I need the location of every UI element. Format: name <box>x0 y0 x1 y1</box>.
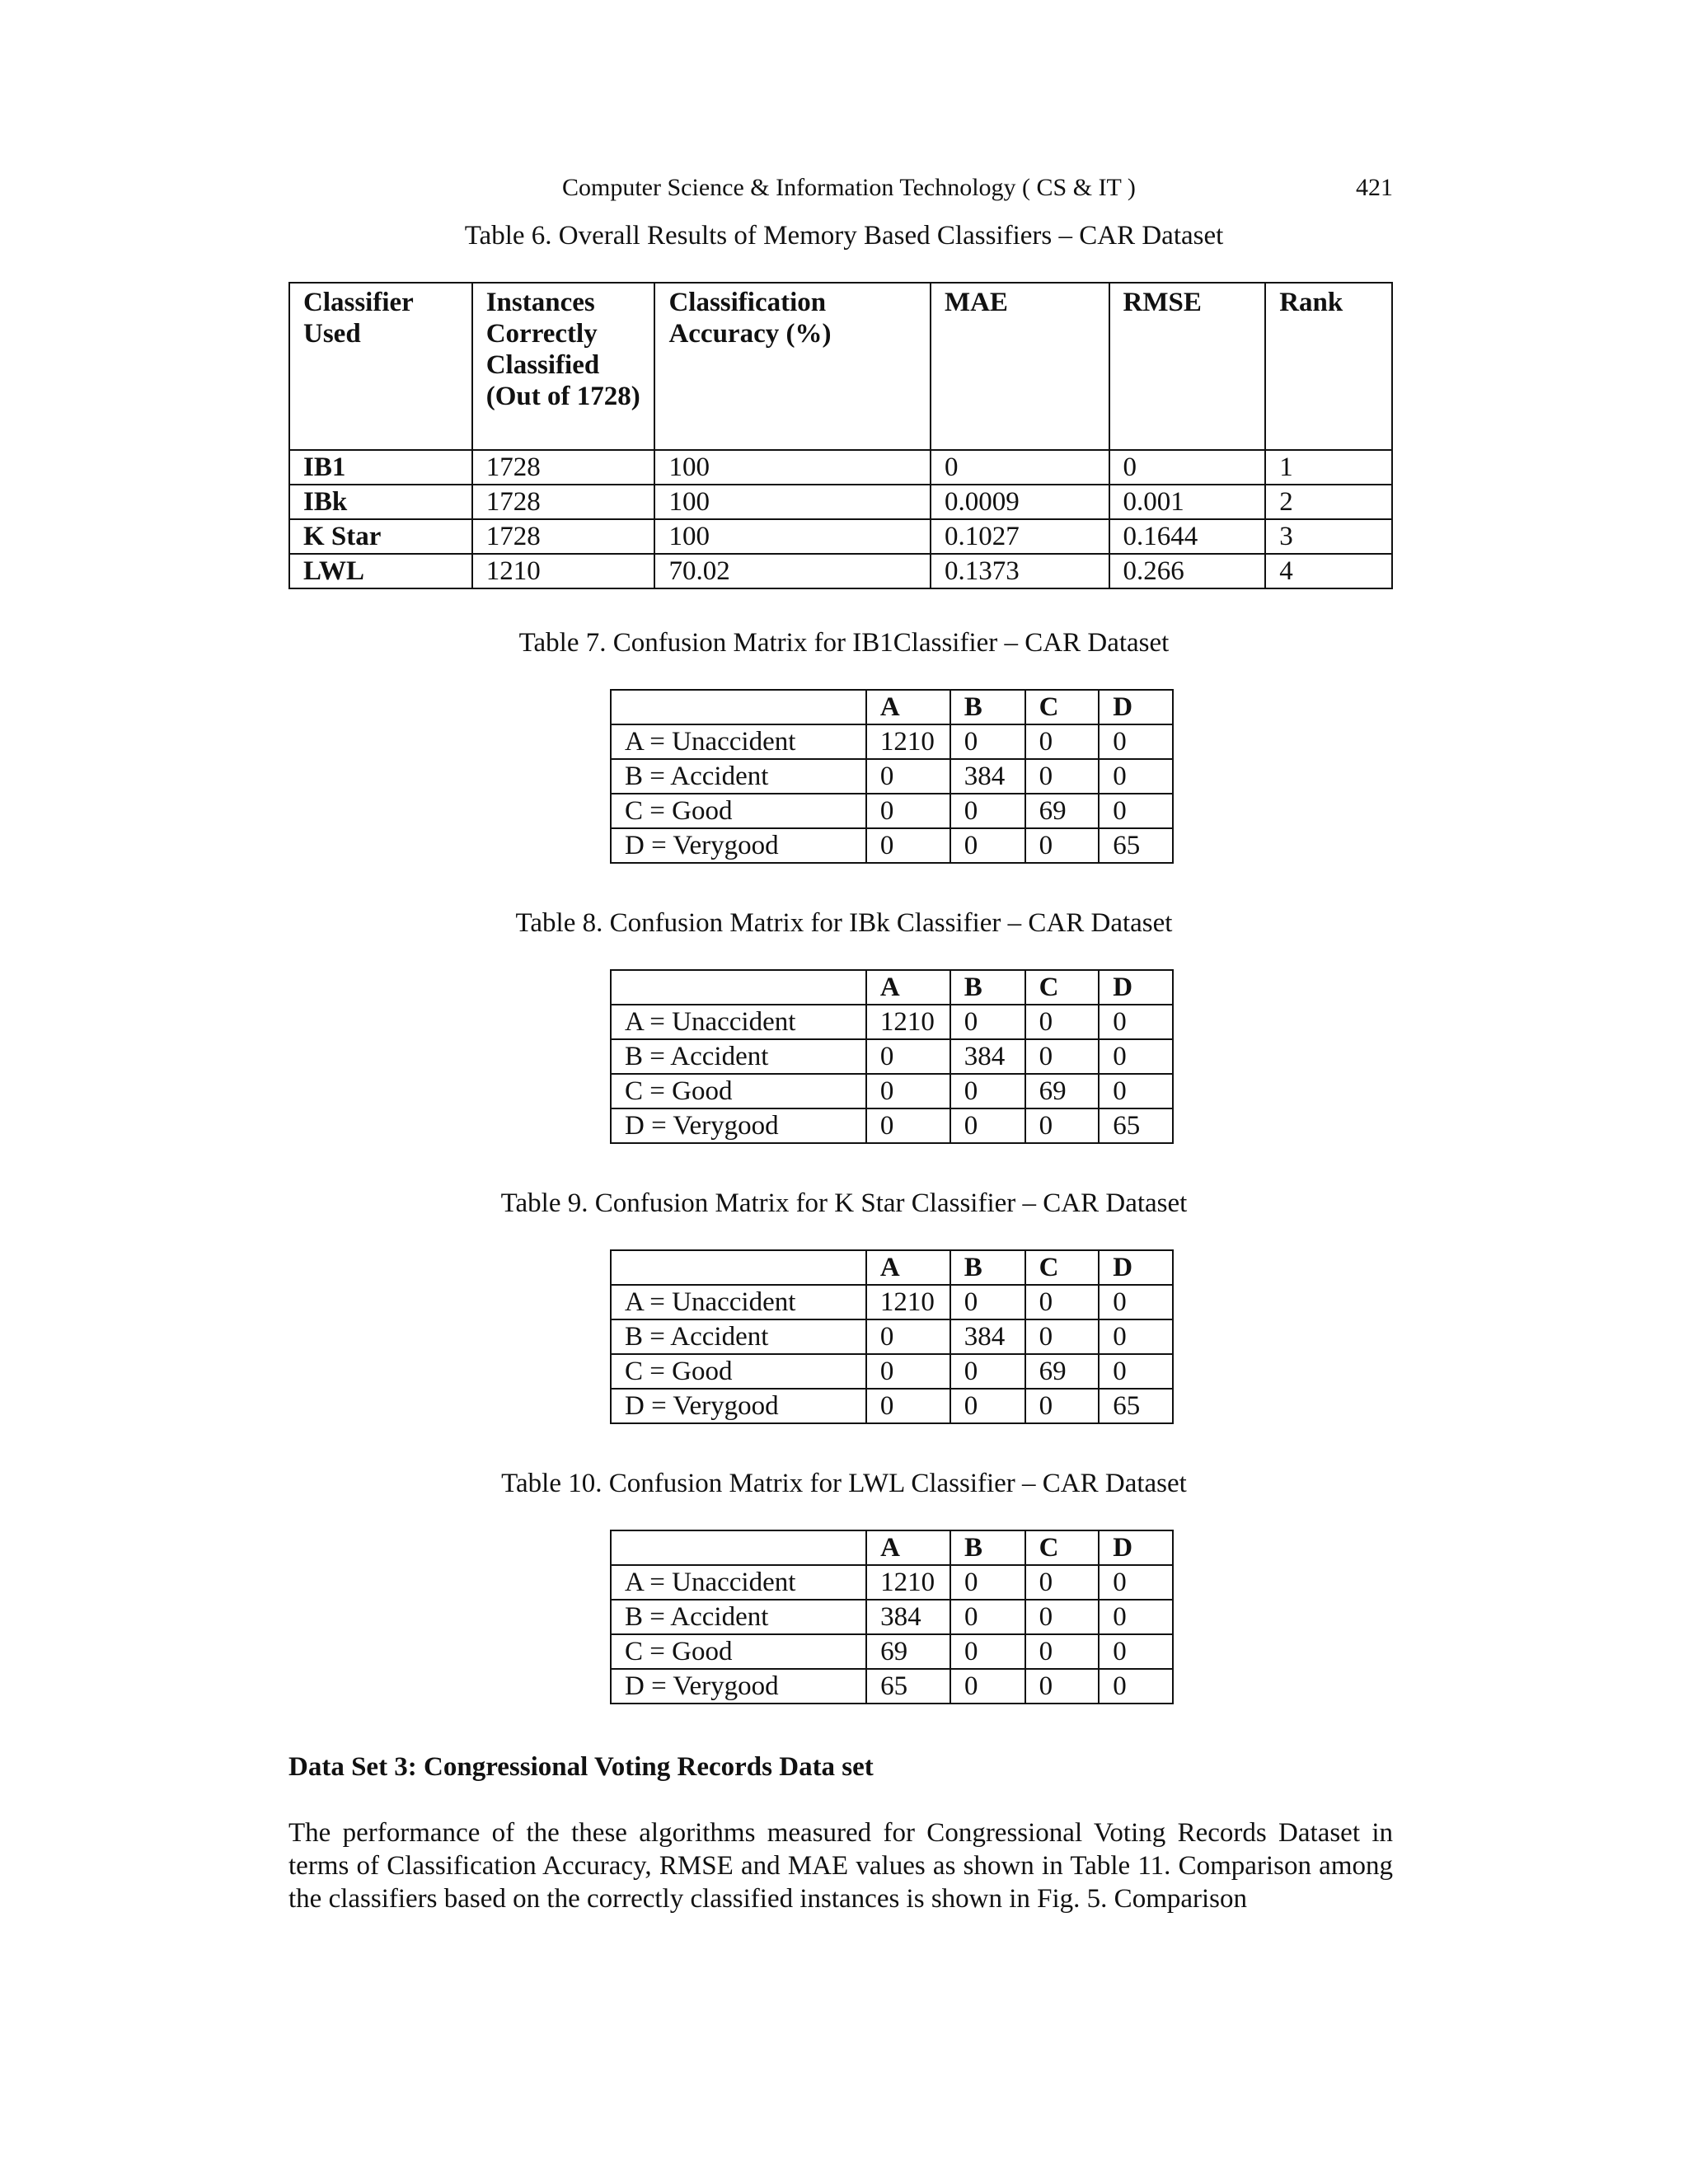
confusion-matrix-table-8 <box>610 969 1174 1144</box>
table-cell: 0.1644 <box>1109 519 1266 554</box>
classifier-name: K Star <box>289 519 472 554</box>
confusion-matrix-table-10 <box>610 1530 1174 1704</box>
table-cell: 0 <box>1099 1354 1173 1389</box>
table-cell: 0 <box>1025 1389 1100 1423</box>
journal-title: Computer Science & Information Technology ( CS & IT ) <box>562 174 1136 201</box>
header-cell: Classifier Used <box>289 283 472 450</box>
table-cell: 0 <box>1099 1074 1173 1108</box>
row-label: B = Accident <box>611 1319 866 1354</box>
header-cell: B <box>950 970 1025 1005</box>
table-cell: 0 <box>950 1285 1025 1319</box>
table-row <box>289 450 1392 485</box>
table6-caption: Table 6. Overall Results of Memory Based Classifiers – CAR Dataset <box>464 221 1224 251</box>
header-cell <box>611 690 866 724</box>
header-cell: D <box>1099 1530 1173 1565</box>
table-cell: 0 <box>866 794 950 828</box>
row-label: A = Unaccident <box>611 1005 866 1039</box>
header-cell: A <box>866 1250 950 1285</box>
table-cell: 100 <box>654 485 931 519</box>
row-label: C = Good <box>611 1354 866 1389</box>
table-cell: 65 <box>1099 1389 1173 1423</box>
table-header-row <box>611 690 1173 724</box>
table-cell: 1728 <box>472 485 655 519</box>
row-label: D = Verygood <box>611 1108 866 1143</box>
table-cell: 0 <box>1109 450 1266 485</box>
table9-caption: Table 9. Confusion Matrix for K Star Classifier – CAR Dataset <box>500 1188 1188 1218</box>
table-cell: 0.266 <box>1109 554 1266 588</box>
table-cell: 1210 <box>866 724 950 759</box>
table-row <box>611 1108 1173 1143</box>
row-label: D = Verygood <box>611 1389 866 1423</box>
table-cell: 0 <box>866 1354 950 1389</box>
table-row <box>611 1669 1173 1704</box>
table-cell: 69 <box>1025 1074 1100 1108</box>
table-cell: 0 <box>1099 724 1173 759</box>
table-cell: 0 <box>931 450 1109 485</box>
table-cell: 0 <box>1025 1005 1100 1039</box>
header-cell: A <box>866 970 950 1005</box>
table-cell: 384 <box>950 1039 1025 1074</box>
table-cell: 0 <box>950 1108 1025 1143</box>
table-cell: 0 <box>1099 1039 1173 1074</box>
header-cell: C <box>1025 970 1100 1005</box>
table-cell: 65 <box>866 1669 950 1704</box>
table-cell: 384 <box>866 1600 950 1634</box>
header-cell: Instances Correctly Classified (Out of 1728) <box>472 283 655 450</box>
table-cell: 0 <box>1099 794 1173 828</box>
table8-caption: Table 8. Confusion Matrix for IBk Classifier – CAR Dataset <box>515 908 1173 938</box>
row-label: C = Good <box>611 1074 866 1108</box>
header-cell: B <box>950 1250 1025 1285</box>
table10-caption: Table 10. Confusion Matrix for LWL Classifier – CAR Dataset <box>501 1469 1187 1498</box>
table-cell: 0.1373 <box>931 554 1109 588</box>
table-cell: 384 <box>950 1319 1025 1354</box>
table-cell: 1210 <box>866 1285 950 1319</box>
table-row <box>611 1600 1173 1634</box>
table-cell: 2 <box>1265 485 1392 519</box>
table-cell: 0 <box>1025 759 1100 794</box>
row-label: C = Good <box>611 1634 866 1669</box>
table-cell: 1728 <box>472 519 655 554</box>
header-cell: B <box>950 1530 1025 1565</box>
header-cell: D <box>1099 970 1173 1005</box>
table-row <box>611 1389 1173 1423</box>
header-cell: MAE <box>931 283 1109 450</box>
classifier-name: IB1 <box>289 450 472 485</box>
table-cell: 0 <box>1025 724 1100 759</box>
table-header-row <box>289 283 1392 450</box>
classifier-name: LWL <box>289 554 472 588</box>
header-cell: RMSE <box>1109 283 1266 450</box>
table-row <box>611 794 1173 828</box>
table-row <box>611 724 1173 759</box>
table-cell: 0 <box>1099 1600 1173 1634</box>
table-cell: 0 <box>1099 1634 1173 1669</box>
section-heading: Data Set 3: Congressional Voting Records Data set <box>288 1752 874 1782</box>
table-row <box>289 554 1392 588</box>
table-cell: 0 <box>1099 1285 1173 1319</box>
table-cell: 0 <box>950 724 1025 759</box>
header-cell: A <box>866 690 950 724</box>
table-cell: 1728 <box>472 450 655 485</box>
table-cell: 0 <box>950 1600 1025 1634</box>
table-row <box>611 1285 1173 1319</box>
table-cell: 0 <box>1025 1600 1100 1634</box>
table-cell: 100 <box>654 519 931 554</box>
header-cell <box>611 1530 866 1565</box>
table7-caption: Table 7. Confusion Matrix for IB1Classifier – CAR Dataset <box>518 628 1170 658</box>
table-cell: 0 <box>1025 828 1100 863</box>
table-cell: 0 <box>1025 1319 1100 1354</box>
table-row <box>611 1005 1173 1039</box>
table-row <box>611 759 1173 794</box>
table-cell: 69 <box>1025 794 1100 828</box>
table-cell: 4 <box>1265 554 1392 588</box>
header-cell <box>611 970 866 1005</box>
row-label: A = Unaccident <box>611 724 866 759</box>
table-cell: 0.001 <box>1109 485 1266 519</box>
table-cell: 0 <box>1025 1039 1100 1074</box>
header-cell: B <box>950 690 1025 724</box>
table-cell: 3 <box>1265 519 1392 554</box>
table-cell: 0 <box>1025 1108 1100 1143</box>
table-cell: 0 <box>866 1108 950 1143</box>
table-cell: 0 <box>1099 759 1173 794</box>
table-cell: 65 <box>1099 828 1173 863</box>
table-cell: 0 <box>1099 1005 1173 1039</box>
table-cell: 0 <box>1099 1565 1173 1600</box>
table-cell: 0 <box>1099 1669 1173 1704</box>
table-row <box>611 1634 1173 1669</box>
table-row <box>611 1074 1173 1108</box>
row-label: B = Accident <box>611 759 866 794</box>
table-cell: 0.1027 <box>931 519 1109 554</box>
table-cell: 0 <box>950 1389 1025 1423</box>
table-cell: 65 <box>1099 1108 1173 1143</box>
table-cell: 0 <box>1025 1285 1100 1319</box>
page-number: 421 <box>1356 174 1393 201</box>
confusion-matrix-table-9 <box>610 1249 1174 1424</box>
table-cell: 0 <box>1025 1634 1100 1669</box>
body-paragraph: The performance of the these algorithms measured for Congressional Voting Records Dataset in terms of Classification Accuracy, RMSE and MAE values as shown in Table 11. Comparison among the classifiers based on the correctly classified instances is shown in Fig. 5. Comparison <box>288 1818 1393 1914</box>
table-cell: 0 <box>950 1565 1025 1600</box>
table-header-row <box>611 1530 1173 1565</box>
table-row <box>289 519 1392 554</box>
table-cell: 0 <box>1099 1319 1173 1354</box>
header-cell: A <box>866 1530 950 1565</box>
table-cell: 0 <box>866 1319 950 1354</box>
table-cell: 69 <box>1025 1354 1100 1389</box>
results-table <box>288 282 1393 589</box>
table-cell: 1210 <box>472 554 655 588</box>
table-cell: 0 <box>866 828 950 863</box>
table-row <box>289 485 1392 519</box>
header-cell: D <box>1099 1250 1173 1285</box>
table-row <box>611 1039 1173 1074</box>
table-cell: 384 <box>950 759 1025 794</box>
header-cell: D <box>1099 690 1173 724</box>
table-cell: 69 <box>866 1634 950 1669</box>
table-cell: 0 <box>950 1634 1025 1669</box>
table-row <box>611 1565 1173 1600</box>
table-cell: 0 <box>866 1389 950 1423</box>
row-label: D = Verygood <box>611 828 866 863</box>
table-cell: 70.02 <box>654 554 931 588</box>
table-cell: 0 <box>950 1074 1025 1108</box>
table-row <box>611 1354 1173 1389</box>
table-cell: 0 <box>950 1354 1025 1389</box>
classifier-name: IBk <box>289 485 472 519</box>
table-cell: 1 <box>1265 450 1392 485</box>
row-label: D = Verygood <box>611 1669 866 1704</box>
table-cell: 0 <box>950 828 1025 863</box>
table-cell: 1210 <box>866 1005 950 1039</box>
confusion-matrix-table-7 <box>610 689 1174 864</box>
header-cell <box>611 1250 866 1285</box>
header-cell: C <box>1025 1250 1100 1285</box>
row-label: B = Accident <box>611 1600 866 1634</box>
row-label: B = Accident <box>611 1039 866 1074</box>
header-cell: Rank <box>1265 283 1392 450</box>
table-row <box>611 828 1173 863</box>
table-cell: 0 <box>950 1005 1025 1039</box>
header-cell: C <box>1025 1530 1100 1565</box>
row-label: C = Good <box>611 794 866 828</box>
table-header-row <box>611 970 1173 1005</box>
table-header-row <box>611 1250 1173 1285</box>
table-cell: 1210 <box>866 1565 950 1600</box>
table-cell: 100 <box>654 450 931 485</box>
table-cell: 0 <box>866 759 950 794</box>
table-cell: 0 <box>950 794 1025 828</box>
row-label: A = Unaccident <box>611 1285 866 1319</box>
header-cell: C <box>1025 690 1100 724</box>
table-cell: 0 <box>866 1074 950 1108</box>
header-cell: Classification Accuracy (%) <box>654 283 931 450</box>
row-label: A = Unaccident <box>611 1565 866 1600</box>
table-row <box>611 1319 1173 1354</box>
table-cell: 0 <box>1025 1565 1100 1600</box>
table-cell: 0 <box>950 1669 1025 1704</box>
table-cell: 0 <box>1025 1669 1100 1704</box>
table-cell: 0.0009 <box>931 485 1109 519</box>
table-cell: 0 <box>866 1039 950 1074</box>
